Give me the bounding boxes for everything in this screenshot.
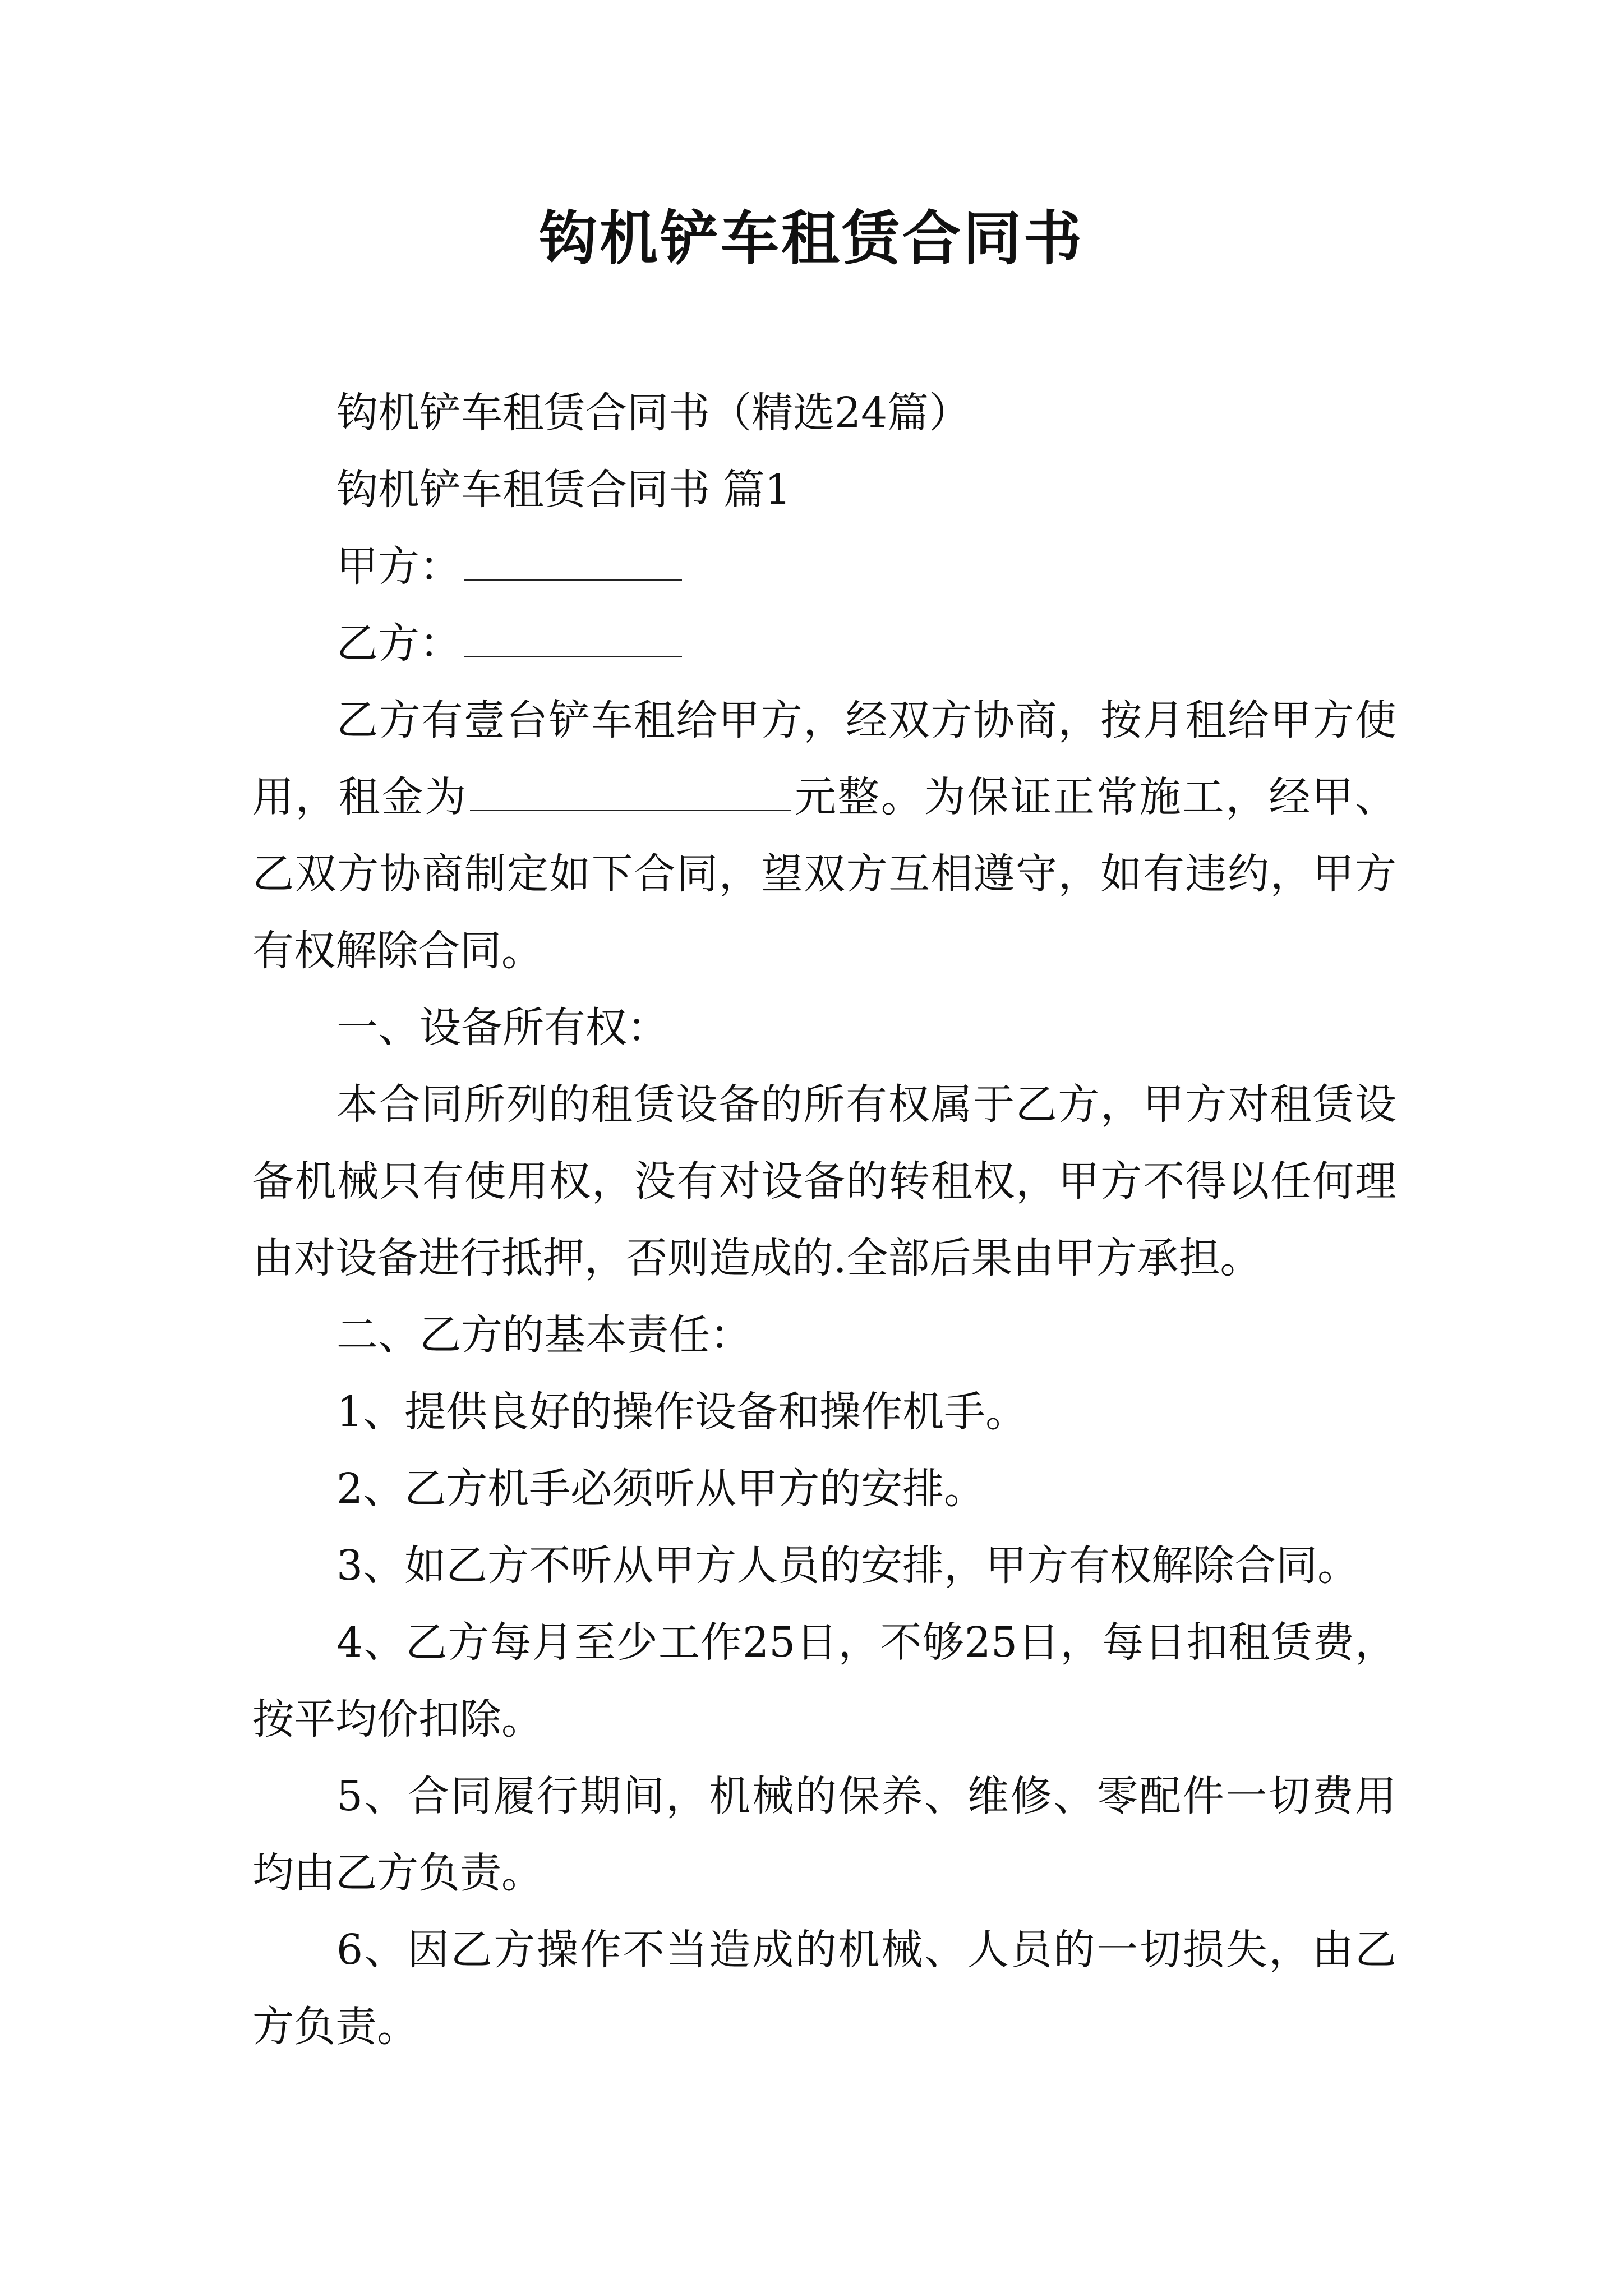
- rent-amount-blank: [470, 771, 791, 811]
- intro-text-1: 乙方有壹台铲车租给甲方，经双方协商，按月租给甲方使用，租金为: [252, 696, 1396, 821]
- section1-text: 本合同所列的租赁设备的所有权属于乙方，甲方对租赁设备机械只有使用权，没有对设备的转租权，甲方不得以任何理由对设备进行抵押，否则造成的.全部后果由甲方承担。: [252, 1080, 1396, 1282]
- party-a-line: [252, 528, 1396, 605]
- list-item: 2、乙方机手必须听从甲方的安排。: [336, 1465, 986, 1513]
- party-b-label: 乙方：: [336, 619, 461, 668]
- document-body: [252, 375, 1396, 2065]
- document-title: 钩机铲车租赁合同书: [538, 204, 1084, 273]
- list-item: 1、提供良好的操作设备和操作机手。: [336, 1388, 1027, 1436]
- party-a-label: 甲方：: [336, 542, 461, 591]
- section-heading: 钩机铲车租赁合同书 篇1: [336, 466, 791, 514]
- list-item: 4、乙方每月至少工作25日，不够25日，每日扣租赁费，按平均价扣除。: [252, 1618, 1396, 1743]
- section2-heading: 二、乙方的基本责任：: [336, 1311, 751, 1359]
- list-item: 5、合同履行期间，机械的保养、维修、零配件一切费用均由乙方负责。: [252, 1772, 1396, 1897]
- list-item: 3、如乙方不听从甲方人员的安排，甲方有权解除合同。: [336, 1542, 1359, 1590]
- party-b-line: [252, 605, 1396, 682]
- intro-paragraph: [252, 682, 1396, 990]
- section1-heading: 一、设备所有权：: [336, 1004, 668, 1052]
- document-subtitle: 钩机铲车租赁合同书（精选24篇）: [336, 389, 971, 437]
- party-b-blank: [464, 617, 682, 657]
- intro-text-2: 元整。为保证正常施工，经甲、乙双方协商制定如下合同，望双方互相遵守，如有违约，甲方有权解除合同。: [252, 773, 1397, 975]
- party-a-blank: [464, 540, 682, 581]
- list-item: 6、因乙方操作不当造成的机械、人员的一切损失，由乙方负责。: [252, 1926, 1396, 2051]
